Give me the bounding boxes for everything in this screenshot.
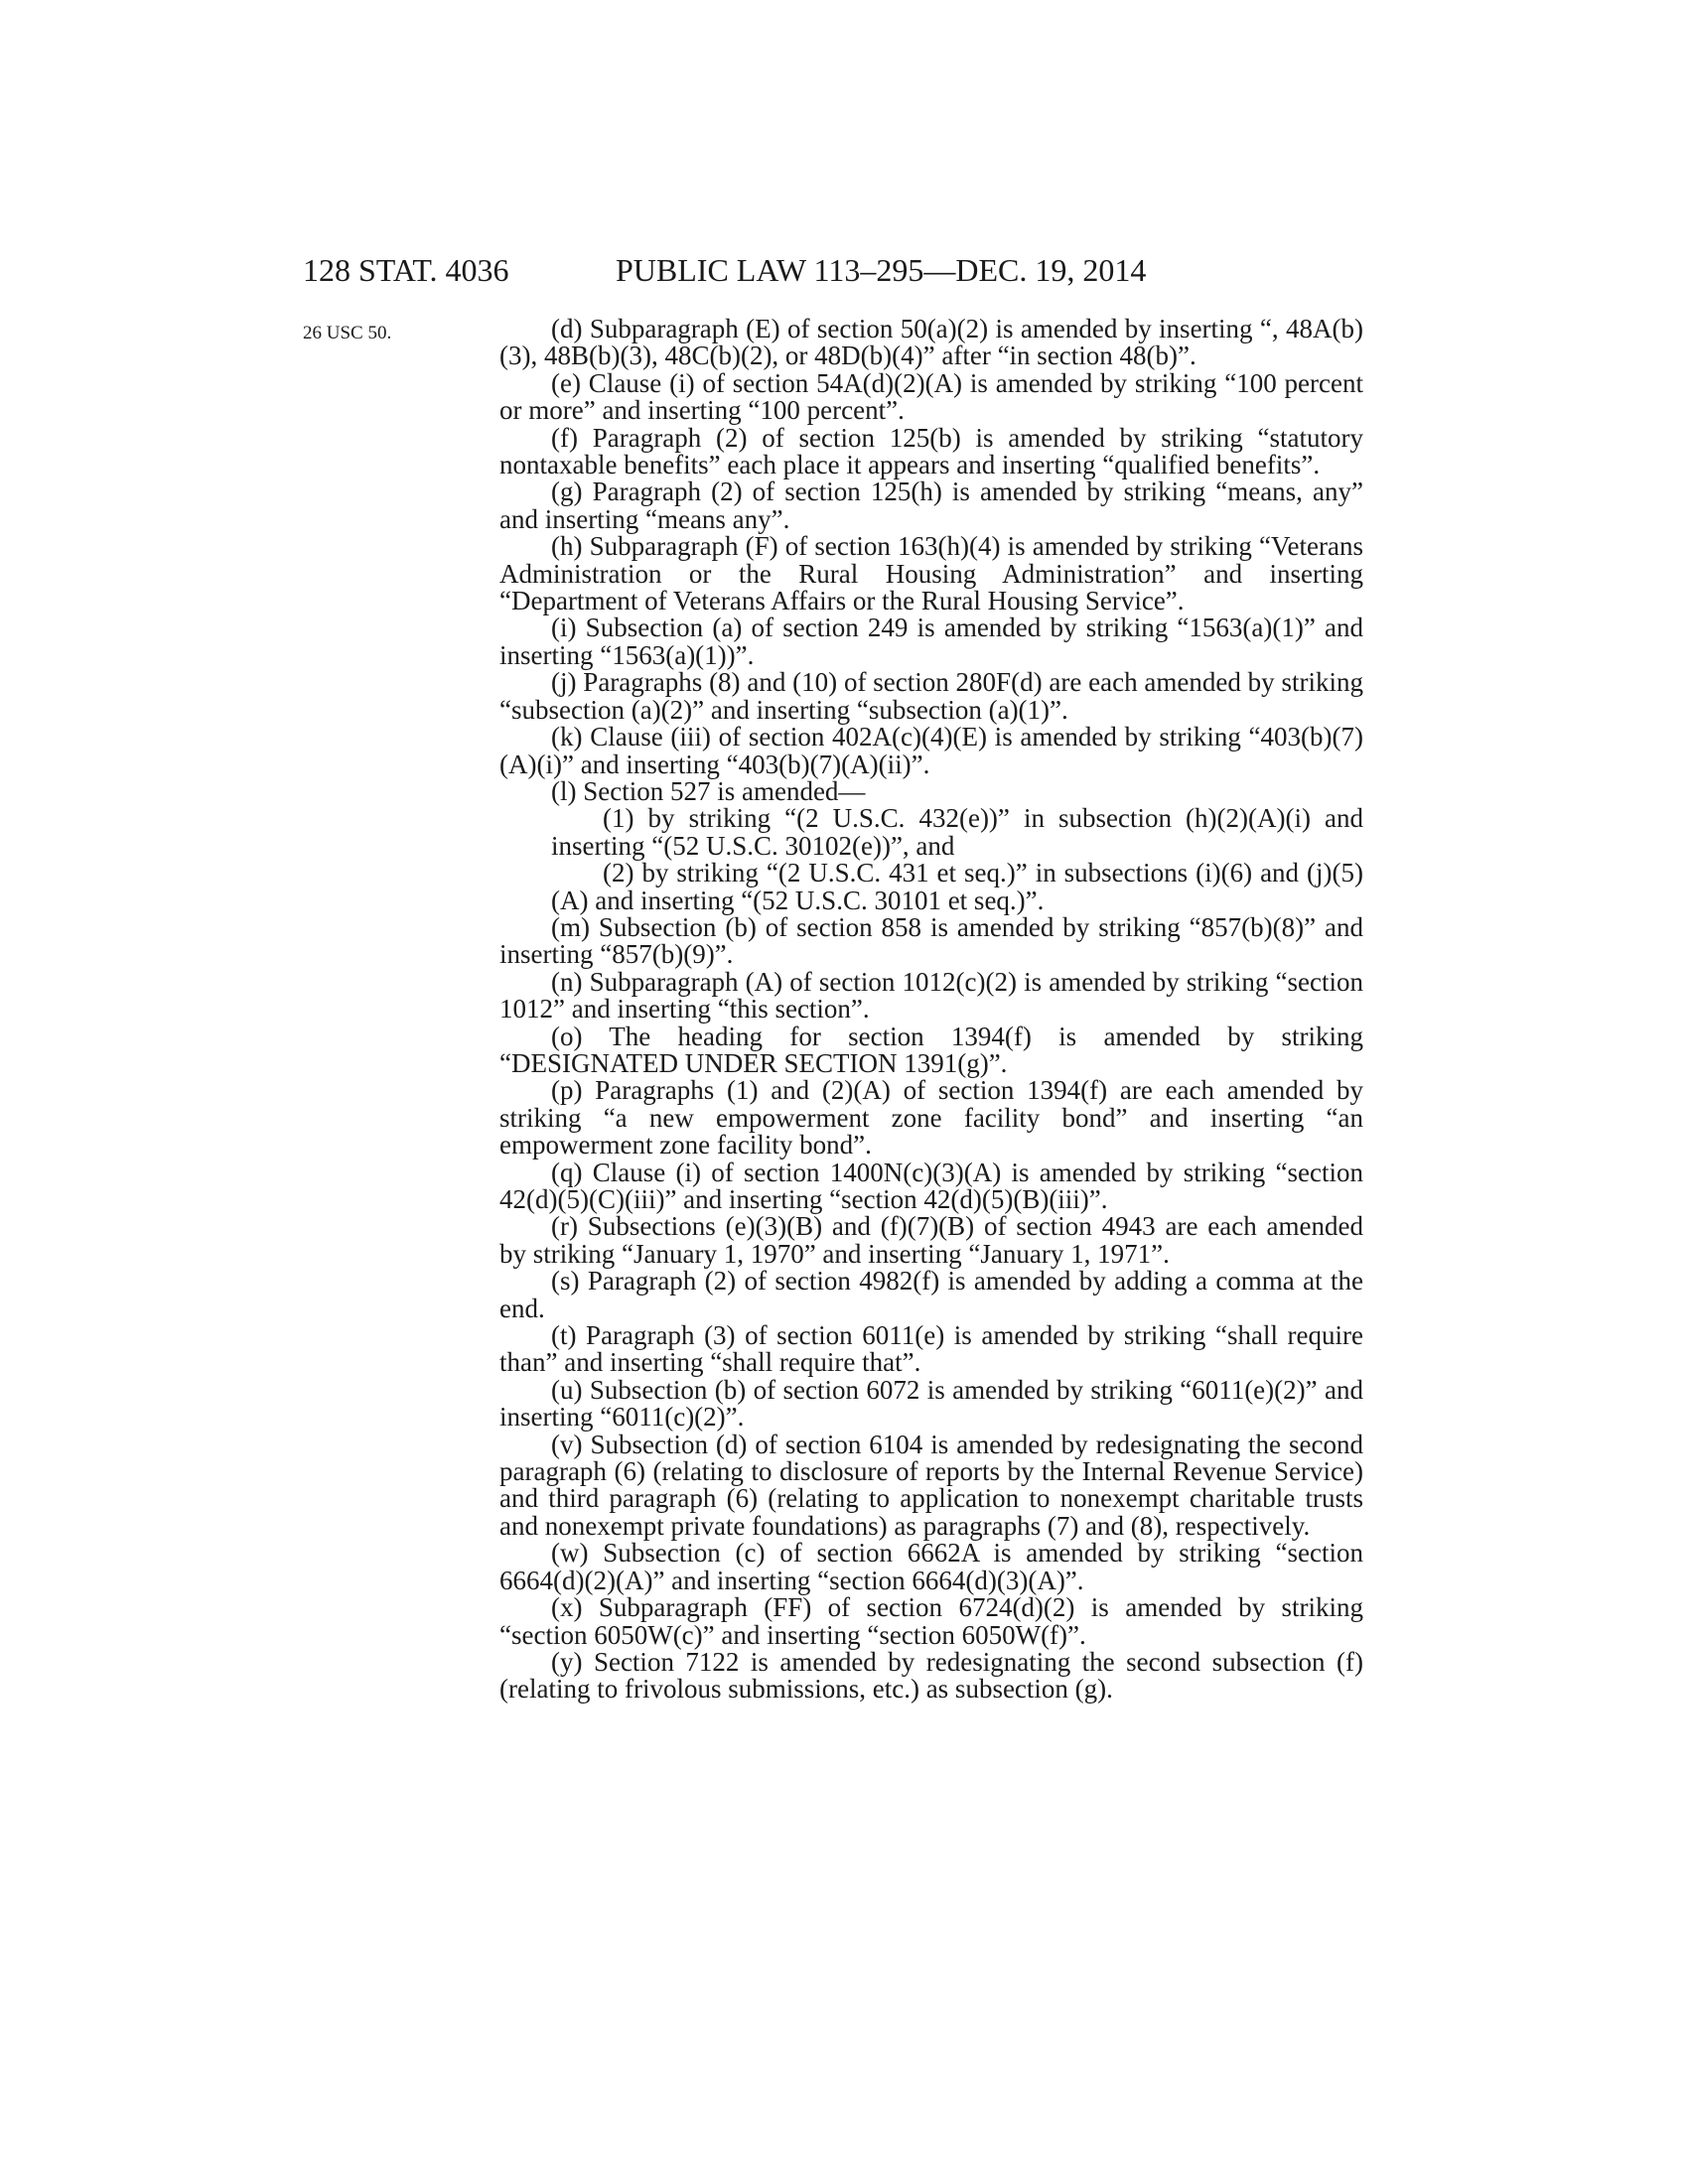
paragraph-d: (d) Subparagraph (E) of section 50(a)(2) is amended by inserting “, 48A(b)(3), 48B(b)(3), 48C(b)(2), or 48D(b)(4)” after “in section 48(b)”.: [499, 314, 1363, 371]
paragraph-n: (n) Subparagraph (A) of section 1012(c)(2) is amended by striking “section 1012” and inserting “this section”.: [499, 966, 1363, 1024]
margin-citation: 26 USC 50.: [303, 323, 392, 343]
paragraph-o: (o) The heading for section 1394(f) is amended by striking “DESIGNATED UNDER SECTION 1391(g)”.: [499, 1021, 1363, 1078]
paragraph-t: (t) Paragraph (3) of section 6011(e) is amended by striking “shall require than” and inserting “shall require that”.: [499, 1320, 1363, 1378]
paragraph-x: (x) Subparagraph (FF) of section 6724(d)(2) is amended by striking “section 6050W(c)” and inserting “section 6050W(f)”.: [499, 1592, 1363, 1650]
running-title: PUBLIC LAW 113–295—DEC. 19, 2014: [616, 252, 1147, 288]
paragraph-k: (k) Clause (iii) of section 402A(c)(4)(E) is amended by striking “403(b)(7)(A)(i)” and inserting “403(b)(7)(A)(ii)”.: [499, 722, 1363, 779]
statute-page-number: 128 STAT. 4036: [303, 252, 509, 288]
page-header: [303, 250, 1211, 290]
paragraph-r: (r) Subsections (e)(3)(B) and (f)(7)(B) of section 4943 are each amended by striking “January 1, 1970” and inserting “January 1, 1971”.: [499, 1211, 1363, 1269]
paragraph-u: (u) Subsection (b) of section 6072 is amended by striking “6011(e)(2)” and inserting “6011(c)(2)”.: [499, 1374, 1363, 1433]
paragraph-l: (l) Section 527 is amended—: [551, 775, 866, 806]
subparagraph-1: (1) by striking “(2 U.S.C. 432(e))” in subsection (h)(2)(A)(i) and inserting “(52 U.S.C. 30102(e))”, and: [551, 803, 1363, 861]
subparagraph-2: (2) by striking “(2 U.S.C. 431 et seq.)” in subsections (i)(6) and (j)(5)(A) and inserting “(52 U.S.C. 30101 et seq.)”.: [551, 858, 1363, 915]
paragraph-f: (f) Paragraph (2) of section 125(b) is amended by striking “statutory nontaxable benefits” each place it appears and inserting “qualified benefits”.: [499, 422, 1363, 480]
paragraph-j: (j) Paragraphs (8) and (10) of section 280F(d) are each amended by striking “subsection (a)(2)” and inserting “subsection (a)(1)”.: [499, 667, 1363, 725]
paragraph-s: (s) Paragraph (2) of section 4982(f) is amended by adding a comma at the end.: [499, 1266, 1363, 1323]
paragraph-i: (i) Subsection (a) of section 249 is amended by striking “1563(a)(1)” and inserting “1563(a)(1))”.: [499, 613, 1363, 670]
paragraph-q: (q) Clause (i) of section 1400N(c)(3)(A) is amended by striking “section 42(d)(5)(C)(iii)” and inserting “section 42(d)(5)(B)(iii)”.: [499, 1157, 1363, 1214]
document-body: [499, 316, 1363, 1704]
paragraph-m: (m) Subsection (b) of section 858 is amended by striking “857(b)(8)” and inserting “857(b)(9)”.: [499, 911, 1363, 970]
paragraph-h: (h) Subparagraph (F) of section 163(h)(4) is amended by striking “Veterans Administration or the Rural Housing Administration” and inserting “Department of Veterans Affairs or the Rural Housing Service”.: [499, 531, 1363, 616]
paragraph-g: (g) Paragraph (2) of section 125(h) is amended by striking “means, any” and inserting “means any”.: [499, 477, 1363, 534]
paragraph-v: (v) Subsection (d) of section 6104 is amended by redesignating the second paragraph (6) (relating to disclosure of reports by the Internal Revenue Service) and third paragraph (6) (relating to application to nonexempt charitable trusts and nonexempt private foundations) as paragraphs (7) and (8), respectively.: [499, 1429, 1363, 1541]
paragraph-p: (p) Paragraphs (1) and (2)(A) of section 1394(f) are each amended by striking “a new empowerment zone facility bond” and inserting “an empowerment zone facility bond”.: [499, 1075, 1363, 1160]
paragraph-e: (e) Clause (i) of section 54A(d)(2)(A) is amended by striking “100 percent or more” and inserting “100 percent”.: [499, 367, 1363, 426]
paragraph-w: (w) Subsection (c) of section 6662A is amended by striking “section 6664(d)(2)(A)” and inserting “section 6664(d)(3)(A)”.: [499, 1538, 1363, 1595]
paragraph-y: (y) Section 7122 is amended by redesignating the second subsection (f) (relating to frivolous submissions, etc.) as subsection (g).: [499, 1646, 1363, 1705]
